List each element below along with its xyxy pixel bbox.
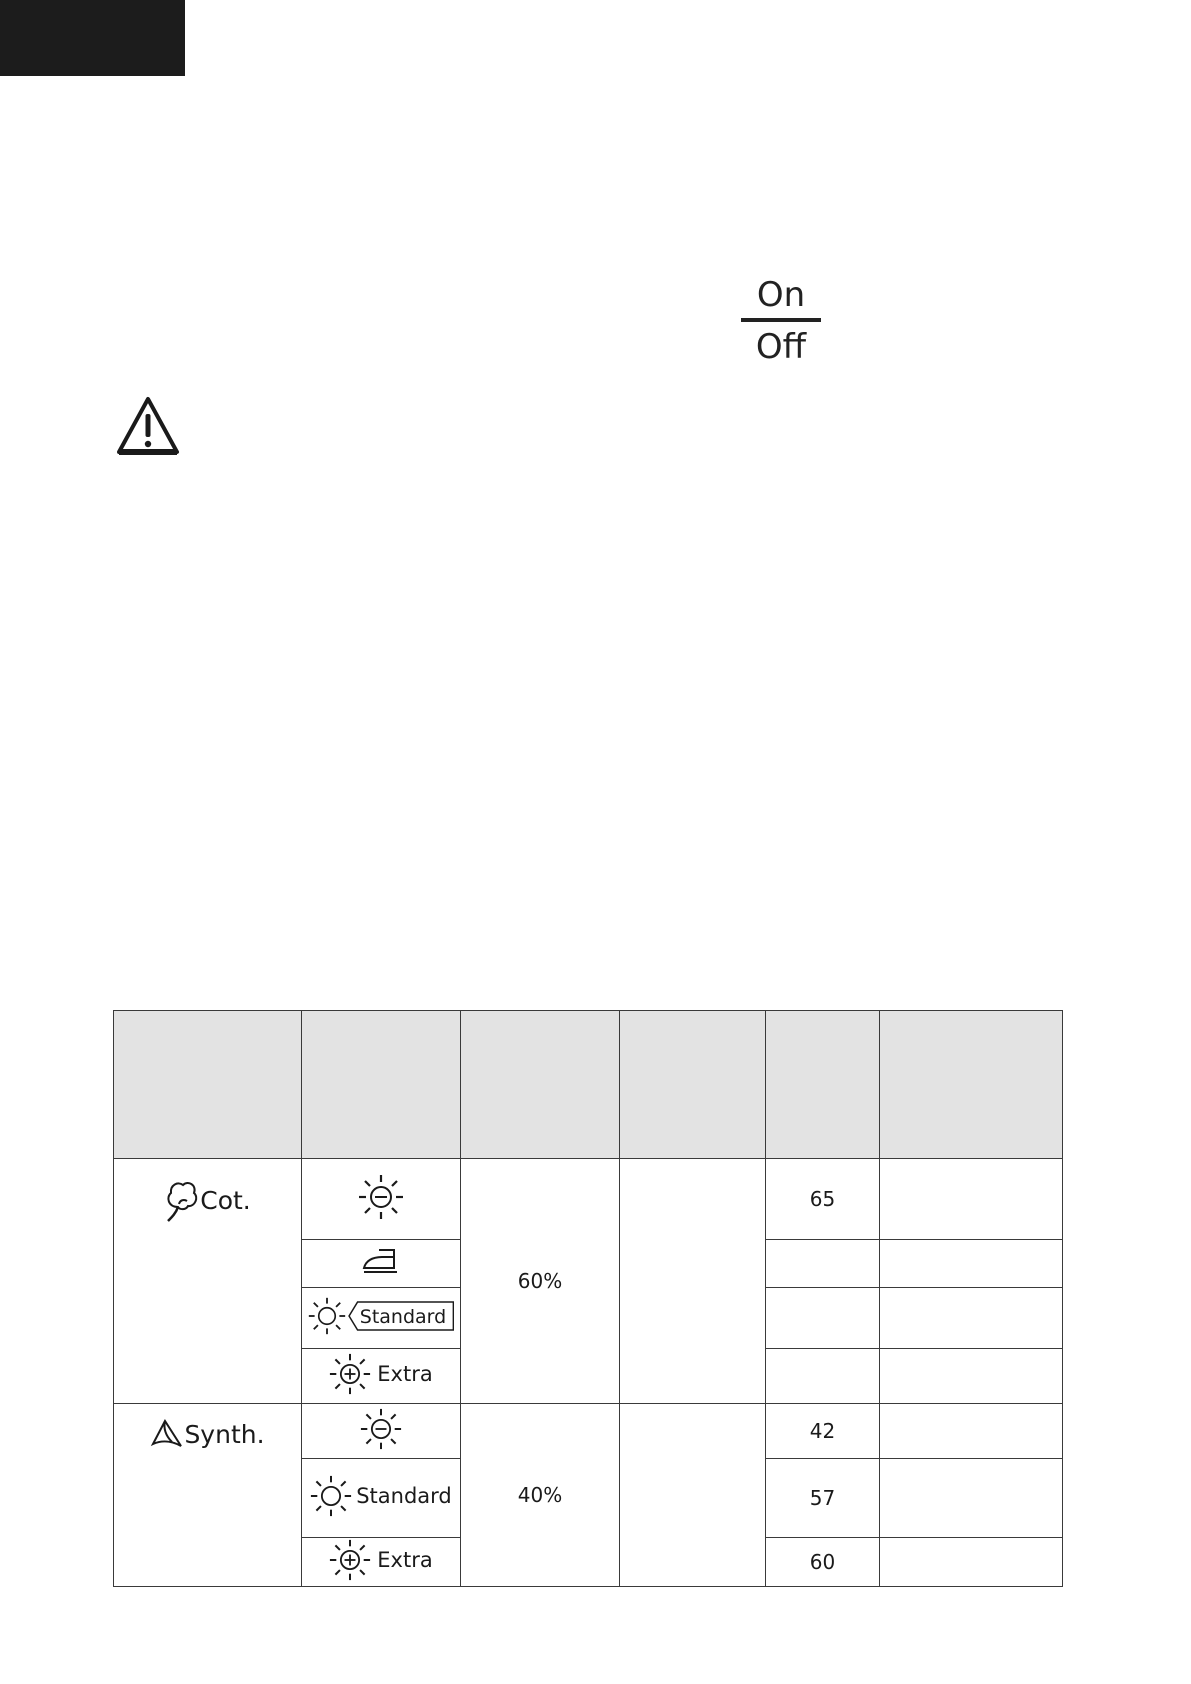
mode-cell — [302, 1404, 461, 1459]
mode-label: Extra — [377, 1547, 433, 1572]
empty-cell — [880, 1240, 1063, 1288]
header-cell — [620, 1011, 766, 1159]
sun-plus-icon — [329, 1353, 371, 1395]
category-label-cotton: Cot. — [200, 1185, 251, 1215]
sun-minus-icon — [358, 1174, 404, 1220]
empty-cell — [620, 1159, 766, 1404]
corner-tab — [0, 0, 185, 76]
mode-cell — [302, 1288, 461, 1349]
value-cell — [766, 1349, 880, 1404]
mode-cell — [302, 1159, 461, 1240]
empty-cell — [880, 1404, 1063, 1459]
mode-cell — [302, 1240, 461, 1288]
empty-cell — [880, 1538, 1063, 1587]
header-cell — [114, 1011, 302, 1159]
sun-minus-icon — [360, 1408, 402, 1450]
empty-cell — [880, 1349, 1063, 1404]
category-cell-synthetic — [114, 1404, 302, 1587]
moisture-cell-synthetic: 40% — [461, 1404, 620, 1587]
mode-label: Standard — [359, 1305, 447, 1328]
table-row — [114, 1404, 1063, 1459]
empty-cell — [620, 1404, 766, 1587]
mode-cell — [302, 1349, 461, 1404]
empty-cell — [880, 1459, 1063, 1538]
mode-cell — [302, 1459, 461, 1538]
value-cell — [766, 1288, 880, 1349]
value-cell: 57 — [766, 1459, 880, 1538]
synthetic-icon — [150, 1418, 184, 1450]
category-label-synthetic: Synth. — [184, 1419, 265, 1449]
on-off-symbol — [742, 275, 820, 367]
sun-plus-icon — [329, 1539, 371, 1581]
value-cell: 60 — [766, 1538, 880, 1587]
drying-table — [113, 1010, 1063, 1587]
header-cell — [461, 1011, 620, 1159]
mode-cell — [302, 1538, 461, 1587]
header-cell — [302, 1011, 461, 1159]
value-cell: 65 — [766, 1159, 880, 1240]
sun-icon — [310, 1475, 352, 1517]
header-cell — [880, 1011, 1063, 1159]
empty-cell — [880, 1159, 1063, 1240]
on-label: On — [756, 275, 806, 315]
iron-icon — [361, 1248, 401, 1274]
standard-tag — [348, 1301, 454, 1331]
warning-triangle-icon — [116, 395, 180, 457]
header-cell — [766, 1011, 880, 1159]
category-cell-cotton — [114, 1159, 302, 1404]
table-header-row — [114, 1011, 1063, 1159]
table-row — [114, 1159, 1063, 1240]
cotton-icon — [164, 1177, 200, 1223]
mode-label: Extra — [377, 1361, 433, 1386]
mode-label: Standard — [356, 1483, 452, 1508]
value-cell — [766, 1240, 880, 1288]
moisture-cell-cotton: 60% — [461, 1159, 620, 1404]
value-cell: 42 — [766, 1404, 880, 1459]
empty-cell — [880, 1288, 1063, 1349]
sun-icon — [308, 1297, 346, 1335]
off-label: Off — [755, 327, 807, 367]
